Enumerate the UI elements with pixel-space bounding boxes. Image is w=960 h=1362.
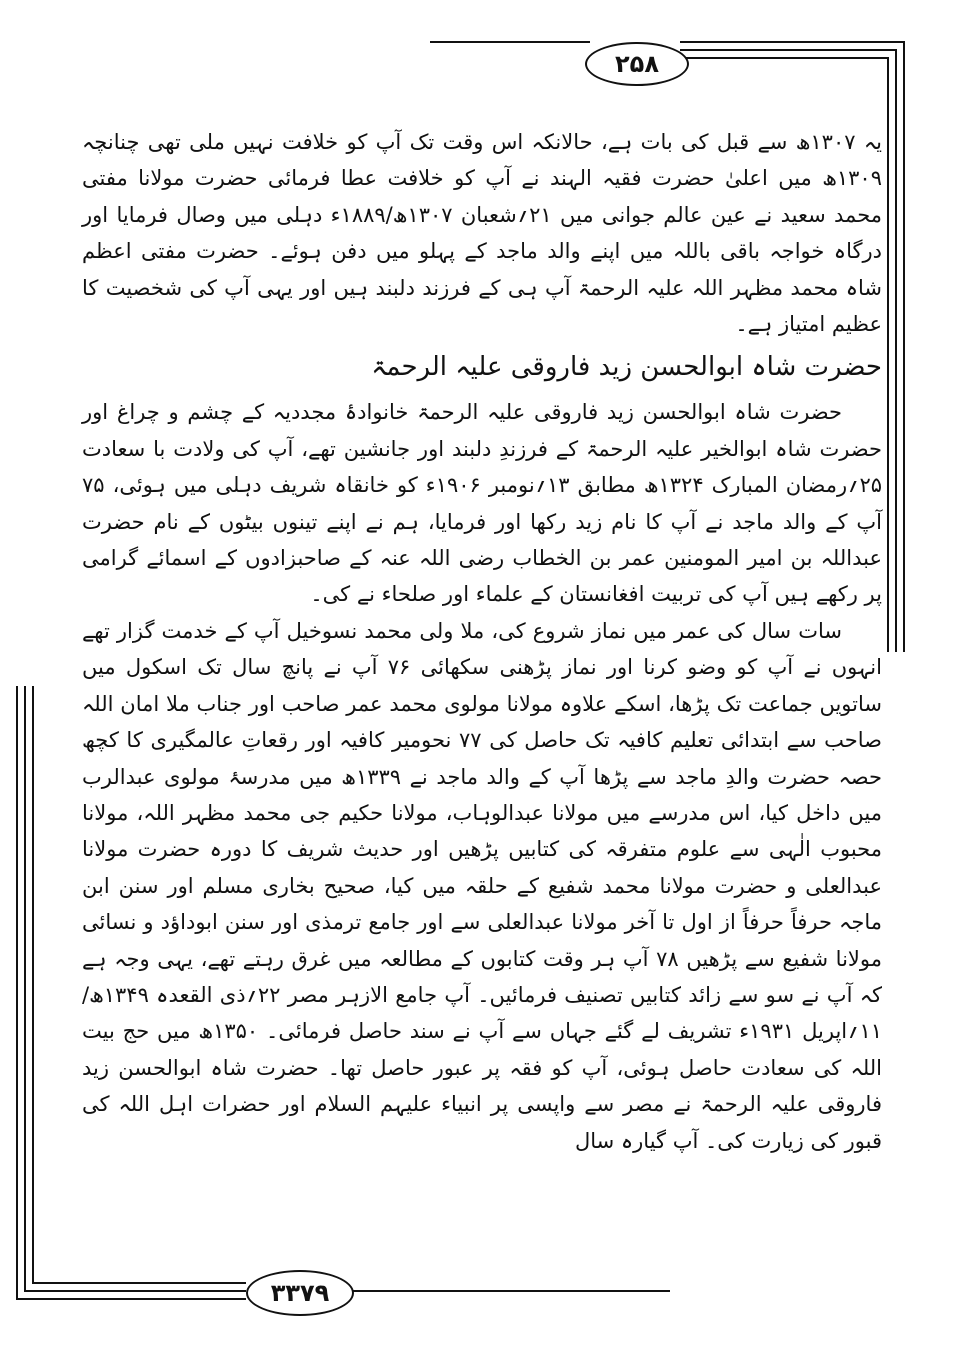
frame-line-left-2 [24, 686, 26, 1292]
frame-line-right-3 [887, 57, 889, 652]
frame-line-top-left-1 [430, 41, 590, 43]
document-body [82, 124, 882, 1159]
frame-line-top-3 [680, 57, 889, 59]
frame-line-right-2 [895, 49, 897, 652]
frame-line-bottom-right [350, 1290, 670, 1292]
frame-line-left-1 [16, 686, 18, 1300]
section-heading: حضرت شاہ ابوالحسن زید فاروقی علیہ الرحمۃ [371, 352, 882, 383]
frame-line-top-1 [680, 41, 905, 43]
frame-line-bottom-1 [16, 1298, 246, 1300]
footer-page-number: ۳۳۷۹ [246, 1270, 354, 1316]
paragraph-education: سات سال کی عمر میں نماز شروع کی، ملا ولی محمد نسوخیل آپ کے خدمت گزار تھے انہوں نے آپ کو وضو کرنا اور نماز پڑھنی سکھائی ۷۶ آپ نے پانچ سال تک اسکول میں ساتویں جماعت تک پڑھا، اسکے علاوہ مولانا مولوی محمد عمر صاحب اور جناب ملا امان اللہ صاحب سے ابتدائی تعلیم کافیہ تک حاصل کی ۷۷ نحومیر کافیہ اور رقعاتِ عالمگیری کا کچھ حصہ حضرت والدِ ماجد سے پڑھا آپ کے والد ماجد نے ۱۳۳۹ھ میں مدرسۂ مولوی عبدالرب میں داخل کیا، اس مدرسے میں مولانا عبدالوہاب، مولانا حکیم جی محمد مظہر اللہ، مولانا محبوب الٰہی سے علوم متفرقہ کی کتابیں پڑھیں اور حدیث شریف کا دورہ حضرت مولانا عبدالعلی و حضرت مولانا محمد شفیع کے حلقہ میں کیا، صحیح بخاری مسلم اور سنن ابن ماجہ حرفاً حرفاً از اول تا آخر مولانا عبدالعلی سے اور جامع ترمذی اور سنن ابوداؤد و نسائی مولانا شفیع سے پڑھیں ۷۸ آپ ہر وقت کتابوں کے مطالعہ میں غرق رہتے تھے، یہی وجہ ہے کہ آپ نے سو سے زائد کتابیں تصنیف فرمائیں۔ آپ جامع الازہر مصر ۲۲؍ذی القعدہ ۱۳۴۹ھ/۱۱؍اپریل ۱۹۳۱ء تشریف لے گئے جہاں سے آپ نے سند حاصل فرمائی۔ ۱۳۵۰ھ میں حج بیت اللہ کی سعادت حاصل ہوئی، آپ کو فقہ پر عبور حاصل تھا۔ حضرت شاہ ابوالحسن زید فاروقی علیہ الرحمۃ نے مصر سے واپسی پر انبیاء علیہم السلام اور حضرات اہل اللہ کی قبور کی زیارت کی۔ آپ گیارہ سال [82, 618, 883, 1153]
frame-line-bottom-2 [24, 1290, 246, 1292]
frame-line-left-3 [32, 686, 34, 1284]
frame-line-bottom-3 [32, 1282, 246, 1284]
header-page-number: ۲۵۸ [585, 42, 689, 86]
frame-line-top-2 [680, 49, 897, 51]
paragraph-intro: یہ ۱۳۰۷ھ سے قبل کی بات ہے، حالانکہ اس وقت تک آپ کو خلافت نہیں ملی تھی چنانچہ ۱۳۰۹ھ میں اعلیٰ حضرت فقیہ الہند نے آپ کو خلافت عطا فرمائی حضرت مولانا مفتی محمد سعید نے عین عالم جوانی میں ۲۱؍شعبان ۱۳۰۷ھ/۱۸۸۹ء دہلی میں وصال فرمایا اور درگاہ خواجہ باقی باللہ میں اپنے والد ماجد کے پہلو میں دفن ہوئے۔ حضرت مفتی اعظم شاہ محمد مظہر اللہ علیہ الرحمۃ آپ ہی کے فرزند دلبند ہیں اور یہی آپ کی شخصیت کا عظیم امتیاز ہے۔ [82, 130, 883, 337]
frame-line-right-1 [903, 41, 905, 652]
paragraph-birth: حضرت شاہ ابوالحسن زید فاروقی علیہ الرحمۃ خانوادۂ مجددیہ کے چشم و چراغ اور حضرت شاہ ابوالخیر علیہ الرحمۃ کے فرزندِ دلبند اور جانشین تھے، آپ کی ولادت با سعادت ۲۵؍رمضان المبارک ۱۳۲۴ھ مطابق ۱۳؍نومبر ۱۹۰۶ء کو خانقاہ شریف دہلی میں ہوئی، ۷۵ آپ کے والد ماجد نے آپ کا نام زید رکھا اور فرمایا، ہم نے اپنے تینوں بیٹوں کے نام حضرت عبداللہ بن امیر المومنین عمر بن الخطاب رضی اللہ عنہ کے صاحبزادوں کے اسمائے گرامی پر رکھے ہیں آپ کی تربیت افغانستان کے علماء اور صلحاء نے کی۔ [82, 400, 882, 607]
